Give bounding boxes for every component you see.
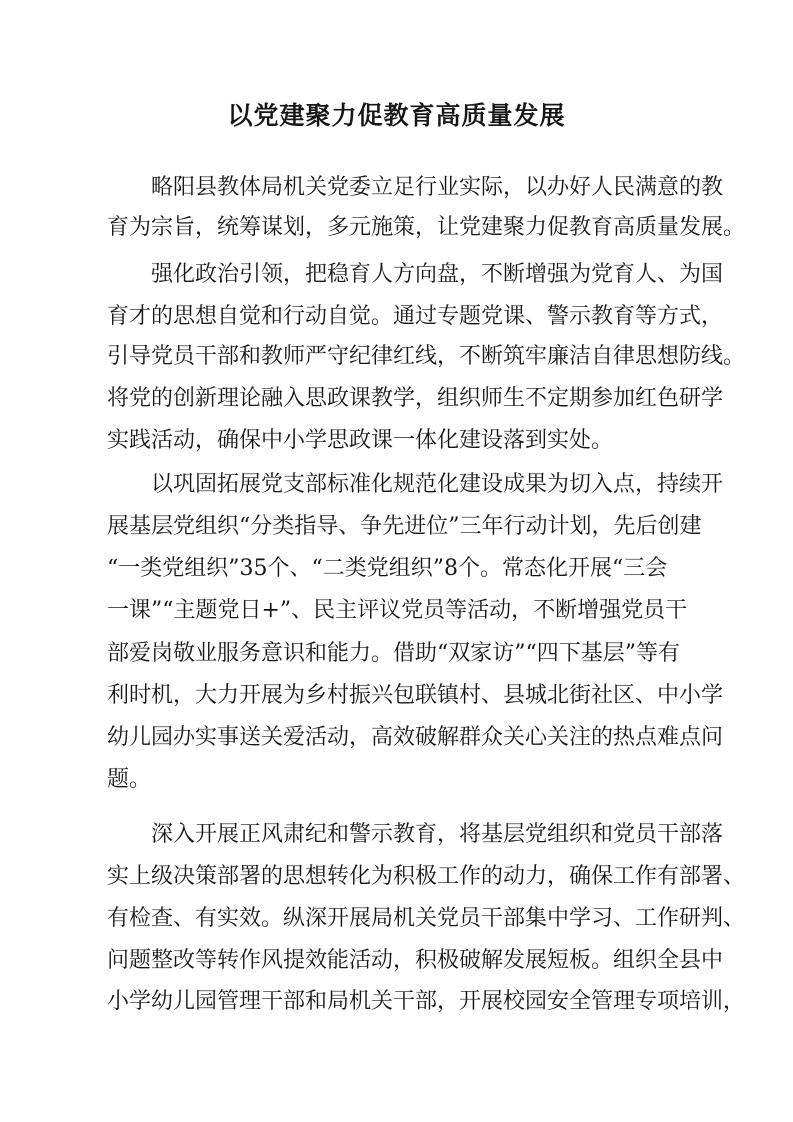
body-line: 引导党员干部和教师严守纪律红线，不断筑牢廉洁自律思想防线。	[107, 344, 746, 369]
body-line: 展基层党组织“分类指导、争先进位”三年行动计划，先后创建	[107, 514, 702, 539]
body-line: 一课”“主题党日+”、民主评议党员等活动，不断增强党员干	[107, 598, 688, 623]
body-line: 部爱岗敬业服务意识和能力。借助“双家访”“四下基层”等有	[107, 641, 680, 666]
body-line: 有检查、有实效。纵深开展局机关党员干部集中学习、工作研判、	[107, 906, 746, 931]
body-line: 小学幼儿园管理干部和局机关干部，开展校园安全管理专项培训，	[107, 989, 746, 1014]
body-line: 问题整改等转作风提效能活动，积极破解发展短板。组织全县中	[107, 948, 724, 973]
body-line: 实上级决策部署的思想转化为积极工作的动力，确保工作有部署、	[107, 864, 746, 889]
body-line: 将党的创新理论融入思政课教学，组织师生不定期参加红色研学	[107, 386, 724, 411]
body-line: 幼儿园办实事送关爱活动，高效破解群众关心关注的热点难点问	[107, 725, 724, 750]
page-title: 以党建聚力促教育高质量发展	[227, 101, 566, 130]
body-line: 强化政治引领，把稳育人方向盘，不断增强为党育人、为国	[107, 262, 724, 287]
body-line: 题。	[107, 767, 152, 792]
body-line: 实践活动，确保中小学思政课一体化建设落到实处。	[107, 428, 614, 453]
body-line: 深入开展正风肃纪和警示教育，将基层党组织和党员干部落	[107, 822, 724, 847]
body-line: “一类党组织”35个、“二类党组织”8个。常态化开展“三会	[107, 556, 668, 581]
body-line: 略阳县教体局机关党委立足行业实际，以办好人民满意的教	[107, 175, 724, 200]
body-line: 以巩固拓展党支部标准化规范化建设成果为切入点，持续开	[107, 472, 724, 497]
body-line: 育才的思想自觉和行动自觉。通过专题党课、警示教育等方式，	[107, 304, 724, 329]
body-line: 育为宗旨，统筹谋划，多元施策，让党建聚力促教育高质量发展。	[107, 215, 746, 240]
body-line: 利时机，大力开展为乡村振兴包联镇村、县城北街社区、中小学	[107, 683, 724, 708]
